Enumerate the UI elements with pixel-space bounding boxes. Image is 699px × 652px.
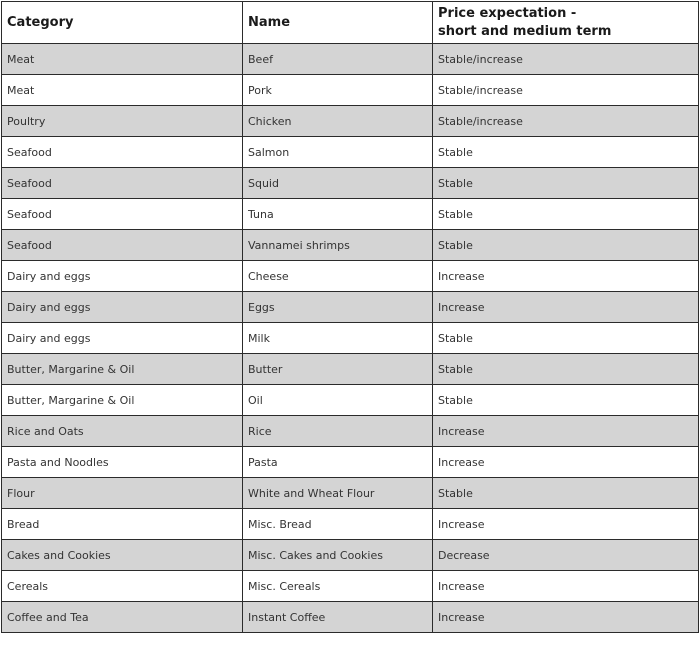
header-category-label: Category	[7, 14, 74, 30]
cell-name: Rice	[243, 416, 433, 447]
cell-name: Salmon	[243, 137, 433, 168]
cell-price-expectation: Stable	[433, 199, 699, 230]
table-row	[2, 385, 699, 416]
cell-price-expectation: Stable	[433, 323, 699, 354]
header-category	[2, 2, 243, 44]
cell-price-expectation: Stable/increase	[433, 75, 699, 106]
table-row	[2, 292, 699, 323]
cell-name: Oil	[243, 385, 433, 416]
table-row	[2, 571, 699, 602]
cell-price-expectation: Stable	[433, 385, 699, 416]
table-row	[2, 447, 699, 478]
table-row	[2, 540, 699, 571]
cell-category: Cakes and Cookies	[2, 540, 243, 571]
cell-price-expectation: Increase	[433, 416, 699, 447]
table-row	[2, 416, 699, 447]
table-header-row	[2, 2, 699, 44]
cell-category: Seafood	[2, 230, 243, 261]
cell-category: Meat	[2, 44, 243, 75]
header-name	[243, 2, 433, 44]
cell-category: Pasta and Noodles	[2, 447, 243, 478]
cell-name: Misc. Cereals	[243, 571, 433, 602]
table-row	[2, 168, 699, 199]
table-row	[2, 75, 699, 106]
header-name-label: Name	[248, 14, 291, 30]
cell-name: Pork	[243, 75, 433, 106]
cell-price-expectation: Decrease	[433, 540, 699, 571]
cell-name: Cheese	[243, 261, 433, 292]
cell-name: Vannamei shrimps	[243, 230, 433, 261]
cell-name: Butter	[243, 354, 433, 385]
cell-name: Instant Coffee	[243, 602, 433, 633]
cell-price-expectation: Stable	[433, 168, 699, 199]
table-row	[2, 602, 699, 633]
cell-price-expectation: Increase	[433, 602, 699, 633]
cell-category: Butter, Margarine & Oil	[2, 354, 243, 385]
cell-category: Meat	[2, 75, 243, 106]
cell-price-expectation: Stable	[433, 478, 699, 509]
cell-price-expectation: Increase	[433, 571, 699, 602]
cell-category: Seafood	[2, 199, 243, 230]
cell-price-expectation: Stable	[433, 230, 699, 261]
cell-price-expectation: Stable	[433, 137, 699, 168]
cell-category: Dairy and eggs	[2, 323, 243, 354]
cell-category: Dairy and eggs	[2, 292, 243, 323]
table-row	[2, 137, 699, 168]
table-row	[2, 354, 699, 385]
cell-name: Tuna	[243, 199, 433, 230]
table-row	[2, 44, 699, 75]
table-row	[2, 509, 699, 540]
cell-name: Squid	[243, 168, 433, 199]
table-row	[2, 323, 699, 354]
cell-category: Butter, Margarine & Oil	[2, 385, 243, 416]
cell-name: Milk	[243, 323, 433, 354]
cell-category: Coffee and Tea	[2, 602, 243, 633]
header-price-expectation	[433, 2, 699, 44]
cell-price-expectation: Increase	[433, 292, 699, 323]
cell-price-expectation: Increase	[433, 447, 699, 478]
table-row	[2, 230, 699, 261]
cell-category: Poultry	[2, 106, 243, 137]
table-row	[2, 261, 699, 292]
table-row	[2, 199, 699, 230]
table-row	[2, 478, 699, 509]
header-price-label: Price expectation - short and medium term	[438, 5, 612, 39]
table-body	[2, 44, 699, 633]
cell-category: Seafood	[2, 168, 243, 199]
cell-price-expectation: Stable/increase	[433, 106, 699, 137]
cell-category: Cereals	[2, 571, 243, 602]
cell-category: Bread	[2, 509, 243, 540]
cell-price-expectation: Increase	[433, 509, 699, 540]
cell-category: Dairy and eggs	[2, 261, 243, 292]
price-expectation-table	[1, 1, 699, 633]
cell-name: Beef	[243, 44, 433, 75]
cell-name: White and Wheat Flour	[243, 478, 433, 509]
cell-price-expectation: Stable/increase	[433, 44, 699, 75]
cell-category: Rice and Oats	[2, 416, 243, 447]
cell-price-expectation: Stable	[433, 354, 699, 385]
cell-name: Misc. Cakes and Cookies	[243, 540, 433, 571]
cell-name: Chicken	[243, 106, 433, 137]
table-row	[2, 106, 699, 137]
cell-price-expectation: Increase	[433, 261, 699, 292]
cell-category: Flour	[2, 478, 243, 509]
cell-name: Eggs	[243, 292, 433, 323]
cell-name: Misc. Bread	[243, 509, 433, 540]
cell-name: Pasta	[243, 447, 433, 478]
cell-category: Seafood	[2, 137, 243, 168]
